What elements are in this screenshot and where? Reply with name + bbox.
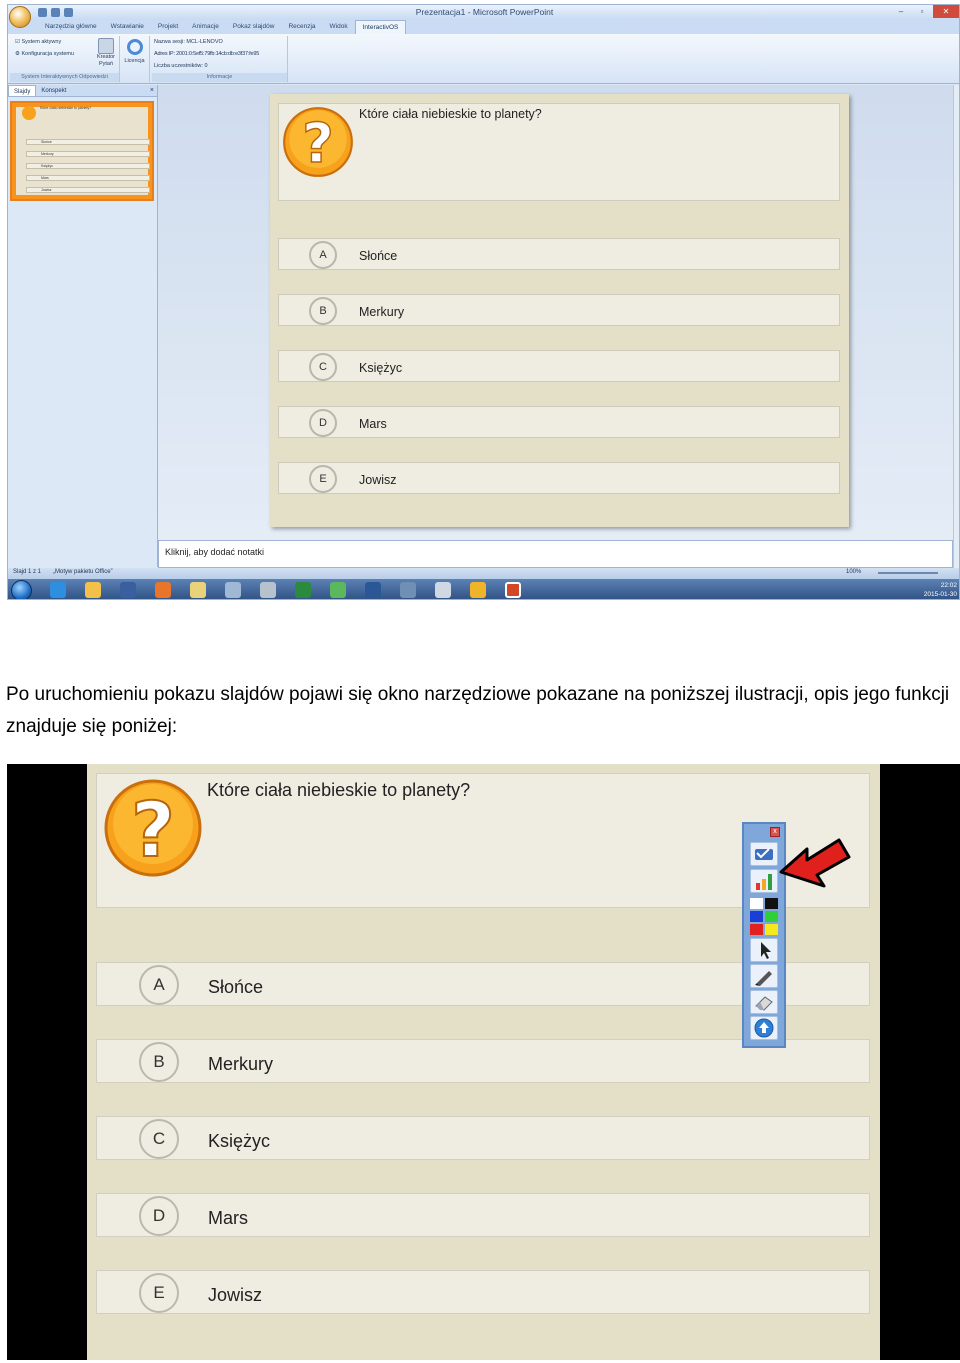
folder-icon[interactable] <box>85 582 101 598</box>
thumbnail-answer: Merkury <box>26 151 150 157</box>
group-label-info: Informacje <box>152 73 287 82</box>
ribbon <box>8 34 960 84</box>
answer-text: Księżyc <box>359 361 403 375</box>
slideshow-screenshot <box>7 764 960 1360</box>
zoom-level[interactable]: 100% <box>846 569 862 575</box>
hands-raised-icon <box>751 843 777 865</box>
vertical-scrollbar[interactable] <box>953 85 960 568</box>
notes-placeholder: Kliknij, aby dodać notatki <box>165 547 265 557</box>
status-bar <box>8 568 960 579</box>
eraser-icon <box>751 991 777 1013</box>
license-button[interactable] <box>120 36 150 82</box>
word-icon[interactable] <box>365 582 381 598</box>
thumbnail-answer: Jowisz <box>26 187 150 193</box>
answer-letter: C <box>309 353 337 381</box>
tab-view[interactable]: Widok <box>329 23 348 30</box>
zoom-slider[interactable] <box>878 572 938 574</box>
answer-letter: D <box>309 409 337 437</box>
ribbon-group-system <box>10 36 120 82</box>
creator-label-2: Pytań <box>98 61 114 67</box>
results-chart-button[interactable] <box>750 869 778 893</box>
answer-row[interactable] <box>278 462 840 494</box>
thumbnail-question-icon <box>22 106 36 120</box>
answer-collector-button[interactable] <box>750 842 778 866</box>
description-paragraph: Po uruchomieniu pokazu slajdów pojawi się okno narzędziowe pokazane na poniższej ilustracji, opis jego funkcji znajduje się poniżej: <box>6 684 950 737</box>
answer-row[interactable] <box>96 1193 870 1237</box>
status-slide: Slajd 1 z 1 <box>13 569 42 575</box>
system-clock[interactable] <box>924 581 957 599</box>
color-blue[interactable] <box>750 911 763 922</box>
tab-home[interactable]: Narzędzia główne <box>45 23 97 30</box>
color-red[interactable] <box>750 924 763 935</box>
answer-row[interactable] <box>96 1116 870 1160</box>
tab-animations[interactable]: Animacje <box>192 23 219 30</box>
answer-letter: B <box>139 1042 179 1082</box>
pointer-tool-button[interactable] <box>750 938 778 962</box>
start-button[interactable] <box>11 580 32 600</box>
eraser-tool-button[interactable] <box>750 990 778 1014</box>
answer-text: Księżyc <box>208 1131 271 1151</box>
creator-icon <box>98 38 114 54</box>
participants-count: Liczba uczestników: 0 <box>154 63 208 69</box>
document-icon[interactable] <box>435 582 451 598</box>
system-config-label: Konfiguracja systemu <box>21 51 75 57</box>
system-active-checkbox[interactable]: ☑ System aktywny <box>15 39 62 45</box>
answer-text: Merkury <box>359 305 405 319</box>
session-name: Nazwa sesji: MCL-LENOVO <box>154 39 223 45</box>
answer-letter: A <box>309 241 337 269</box>
answer-letter: A <box>139 965 179 1005</box>
license-icon <box>127 39 143 55</box>
window-controls <box>891 5 959 18</box>
answer-letter: C <box>139 1119 179 1159</box>
tab-review[interactable]: Recenzja <box>288 23 316 30</box>
panel-tabs <box>8 85 157 97</box>
windows-taskbar <box>8 579 960 600</box>
answer-text: Mars <box>208 1208 248 1228</box>
ip-address: Adres IP: 2001:0:5ef5:79fb:14cb:db:e3f37:fe95 <box>154 51 260 57</box>
question-text: Które ciała niebieskie to planety? <box>207 780 471 800</box>
server-icon[interactable] <box>260 582 276 598</box>
answer-letter: E <box>309 465 337 493</box>
office-button[interactable] <box>9 6 31 28</box>
tab-insert[interactable]: Wstawianie <box>110 23 144 30</box>
toolbox-close-button[interactable]: x <box>770 827 780 837</box>
thumbnail-question: Które ciała niebieskie to planety? <box>40 106 92 110</box>
clock-date: 2015-01-30 <box>923 591 957 598</box>
answer-letter: E <box>139 1273 179 1313</box>
up-arrow-icon <box>751 1017 777 1039</box>
question-mark-icon <box>103 778 203 878</box>
question-mark-icon <box>282 106 354 178</box>
color-white[interactable] <box>750 898 763 909</box>
answer-row[interactable] <box>96 1270 870 1314</box>
ie-icon[interactable] <box>50 582 66 598</box>
thumbnail-answer: Księżyc <box>26 163 150 169</box>
bar-chart-icon <box>751 870 777 892</box>
status-theme: „Motyw pakietu Office” <box>53 569 113 575</box>
ribbon-group-info <box>152 36 288 82</box>
red-arrow-icon <box>777 837 853 895</box>
answer-letter: B <box>309 297 337 325</box>
close-button[interactable]: ✕ <box>933 5 959 18</box>
answer-text: Mars <box>359 417 387 431</box>
tab-interactivos[interactable]: InteractivOS <box>355 20 407 34</box>
answer-text: Słońce <box>208 977 264 997</box>
title-bar <box>8 5 960 20</box>
group-label-system: System Interaktywnych Odpowiedzi <box>10 73 119 82</box>
powerpoint-screenshot <box>7 4 960 600</box>
pen-tool-button[interactable] <box>750 964 778 988</box>
answer-letter: D <box>139 1196 179 1236</box>
save-disk-icon[interactable] <box>120 582 136 598</box>
answer-row[interactable] <box>278 294 840 326</box>
color-black[interactable] <box>765 898 778 909</box>
link-icon[interactable] <box>400 582 416 598</box>
answer-row[interactable] <box>278 406 840 438</box>
project-icon[interactable] <box>330 582 346 598</box>
network-icon[interactable] <box>225 582 241 598</box>
answer-text: Merkury <box>208 1054 274 1074</box>
color-yellow[interactable] <box>765 924 778 935</box>
answer-row[interactable] <box>278 350 840 382</box>
slides-panel <box>8 85 158 567</box>
collapse-button[interactable] <box>750 1016 778 1040</box>
window-title: Prezentacja1 - Microsoft PowerPoint <box>415 7 554 17</box>
explorer-icon[interactable] <box>190 582 206 598</box>
firefox-icon[interactable] <box>155 582 171 598</box>
notes-pane[interactable] <box>158 540 953 568</box>
maximize-button[interactable]: ▫ <box>920 7 924 16</box>
answer-text: Jowisz <box>208 1285 263 1305</box>
question-creator-button[interactable] <box>95 38 117 68</box>
clock-time: 22:02 <box>940 582 957 589</box>
answer-text: Słońce <box>359 249 398 263</box>
tab-slides[interactable]: Slajdy <box>8 85 36 96</box>
thumbnail-answer: Mars <box>26 175 150 181</box>
tab-outline[interactable]: Konspekt <box>41 88 67 94</box>
svg-text:?: ? <box>302 111 334 176</box>
help-icon[interactable] <box>470 582 486 598</box>
minimize-button[interactable]: – <box>898 7 904 16</box>
system-config-button[interactable]: ⚙ Konfiguracja systemu <box>15 51 75 57</box>
answer-row[interactable] <box>278 238 840 270</box>
panel-close-icon[interactable]: × <box>149 87 154 94</box>
excel-icon[interactable] <box>295 582 311 598</box>
tab-design[interactable]: Projekt <box>157 23 179 30</box>
thumbnail-answer: Słońce <box>26 139 150 145</box>
color-green[interactable] <box>765 911 778 922</box>
question-text: Które ciała niebieskie to planety? <box>359 107 542 121</box>
cursor-icon <box>751 939 777 961</box>
tab-slideshow[interactable]: Pokaz slajdów <box>232 23 275 30</box>
powerpoint-icon[interactable] <box>505 582 521 598</box>
ribbon-tabs <box>8 20 960 34</box>
answer-text: Jowisz <box>359 473 397 487</box>
license-label: Licencja <box>124 58 145 64</box>
system-active-label: System aktywny <box>21 39 62 45</box>
creator-label-1: Kreator <box>96 54 116 60</box>
svg-text:?: ? <box>130 785 176 874</box>
pen-icon <box>751 965 777 987</box>
